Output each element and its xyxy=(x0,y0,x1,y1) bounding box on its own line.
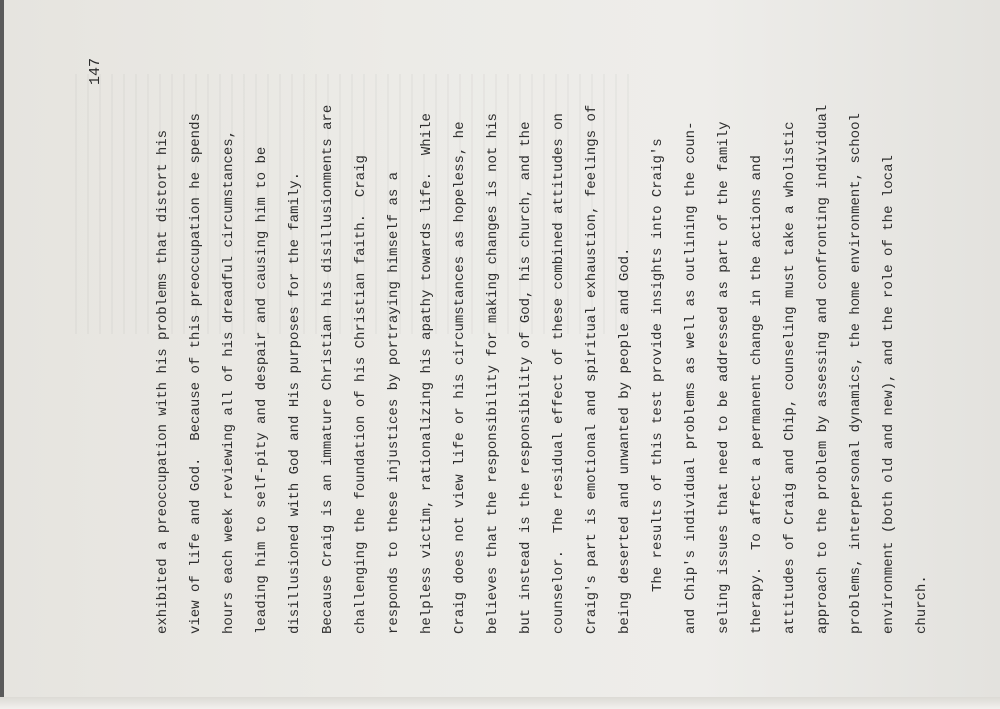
text-line: disillusioned with God and His purposes for the family. xyxy=(287,171,303,634)
scan-bottom-edge xyxy=(0,697,1000,709)
text-line: Craig's part is emotional and spiritual exhaustion, feelings of xyxy=(584,104,600,634)
text-line: but instead is the responsibility of God, his church, and the xyxy=(518,121,534,634)
text-line: believes that the responsibility for making changes is not his xyxy=(485,113,501,634)
text-line: and Chip's individual problems as well as outlining the coun- xyxy=(683,121,699,634)
text-line: being deserted and unwanted by people and God. xyxy=(617,247,633,634)
text-line: problems, interpersonal dynamics, the home environment, school xyxy=(848,113,864,634)
text-line: counselor. The residual effect of these combined attitudes on xyxy=(551,113,567,634)
text-line: environment (both old and new), and the role of the local xyxy=(881,155,897,634)
text-line: therapy. To affect a permanent change in the actions and xyxy=(749,155,765,634)
text-line: Because Craig is an immature Christian his disillusionments are xyxy=(320,104,336,634)
text-line: view of life and God. Because of this preoccupation he spends xyxy=(188,113,204,634)
text-line: The results of this test provide insights into Craig's xyxy=(650,138,666,634)
text-line: helpless victim, rationalizing his apathy towards life. While xyxy=(419,113,435,634)
text-line: Craig does not view life or his circumstances as hopeless, he xyxy=(452,121,468,634)
body-text xyxy=(147,64,939,634)
text-line: seling issues that need to be addressed as part of the family xyxy=(716,121,732,634)
text-line: church. xyxy=(914,575,930,634)
scan-left-edge xyxy=(0,0,4,709)
page-number: 147 xyxy=(87,58,104,86)
text-line: leading him to self-pity and despair and causing him to be xyxy=(254,146,270,634)
document-page xyxy=(35,34,965,674)
text-line: hours each week reviewing all of his dreadful circumstances, xyxy=(221,129,237,634)
text-line: exhibited a preoccupation with his problems that distort his xyxy=(155,129,171,634)
text-line: approach to the problem by assessing and confronting individual xyxy=(815,104,831,634)
text-line: attitudes of Craig and Chip, counseling must take a wholistic xyxy=(782,121,798,634)
text-line: challenging the foundation of his Christian faith. Craig xyxy=(353,155,369,634)
text-line: responds to these injustices by portraying himself as a xyxy=(386,171,402,634)
